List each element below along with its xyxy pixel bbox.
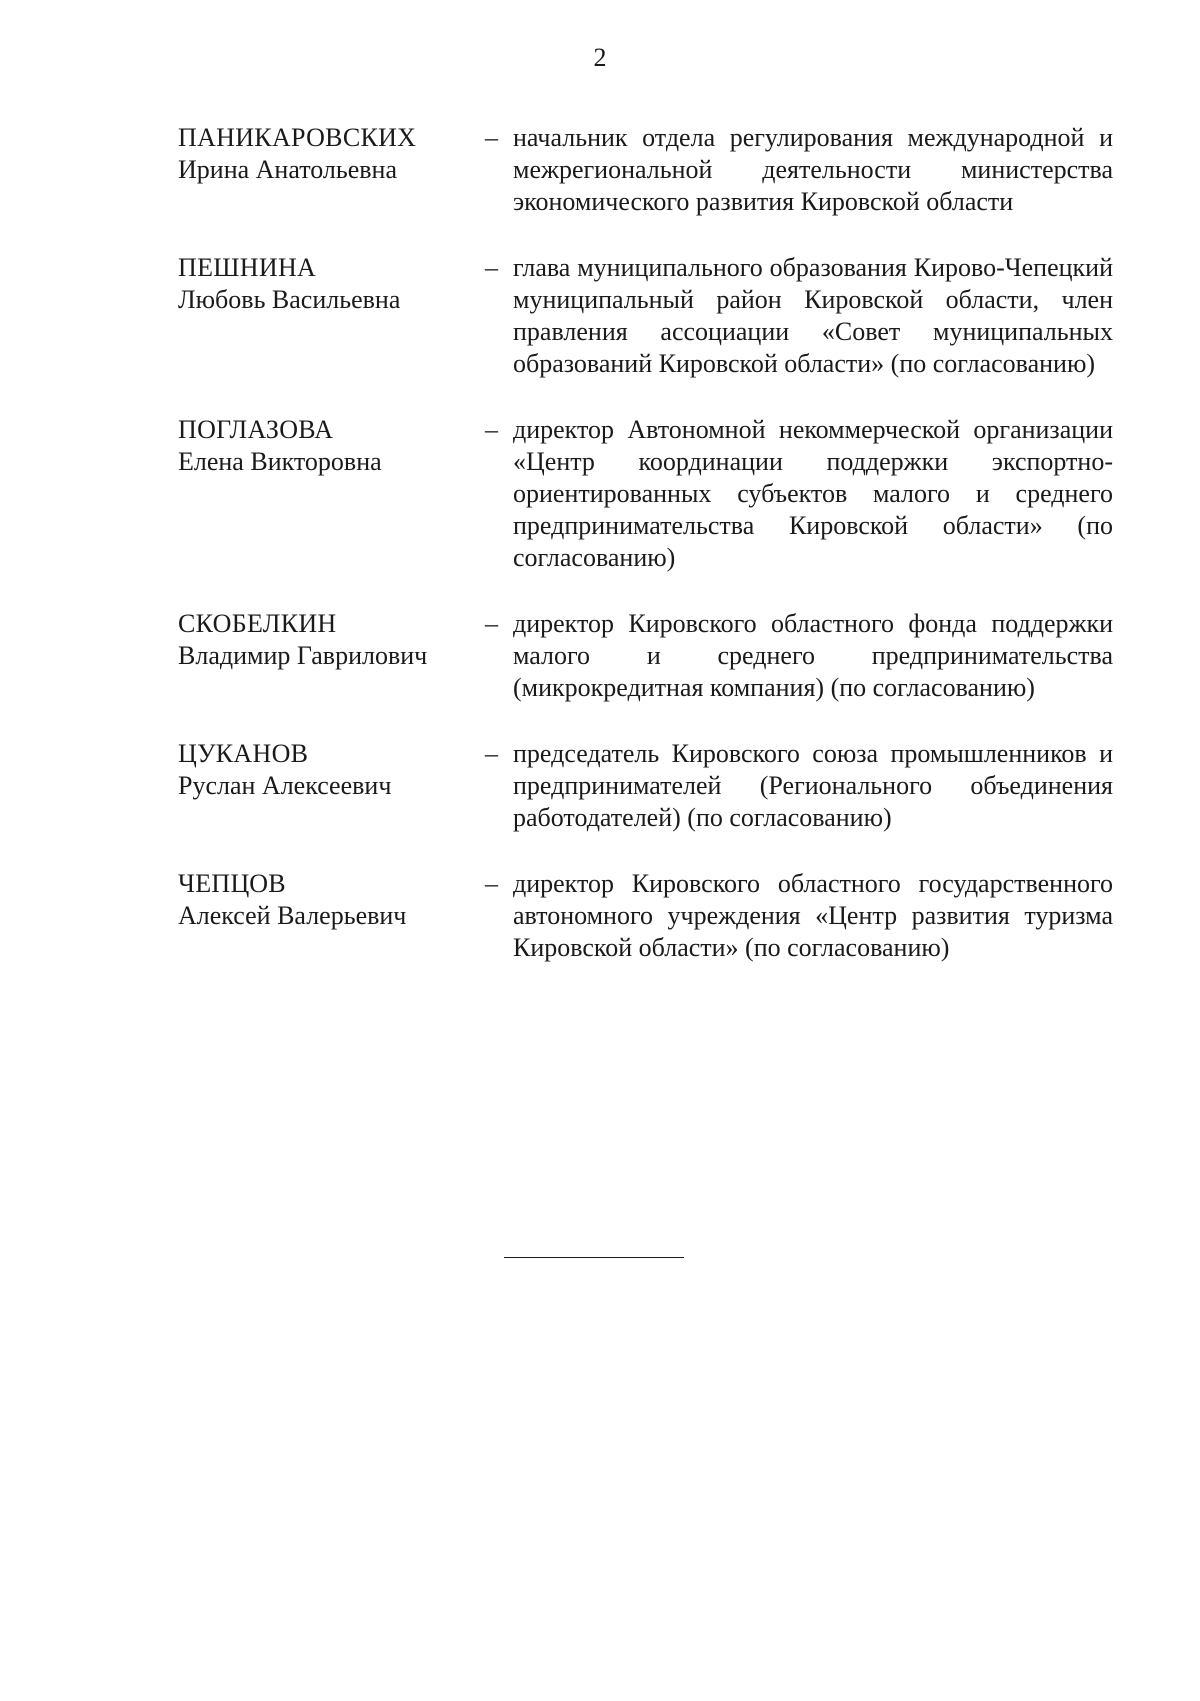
member-given-names: Алексей Валерьевич (178, 901, 407, 930)
member-position: глава муниципального образования Кирово-Чепецкий муниципальный район Кировской области, член правления ассоциации «Совет муниципальных образований Кировской области» (по согласованию) (513, 253, 1113, 378)
member-name (178, 252, 485, 316)
member-entry (178, 414, 1122, 574)
member-position: начальник отдела регулирования международной и межрегиональной деятельности министерства экономического развития Кировской области (513, 123, 1113, 216)
dash-separator: – (485, 609, 498, 638)
member-position: директор Кировского областного фонда поддержки малого и среднего предпринимательства (микрокредитная компания) (по согласованию) (513, 609, 1113, 702)
member-entry (178, 868, 1122, 964)
member-entry (178, 252, 1122, 380)
member-position: председатель Кировского союза промышленников и предпринимателей (Регионального объединения работодателей) (по согласованию) (513, 739, 1113, 832)
member-given-names: Елена Викторовна (178, 447, 382, 476)
member-given-names: Владимир Гаврилович (178, 641, 428, 670)
member-surname: ПОГЛАЗОВА (178, 415, 334, 444)
page-number: 2 (593, 43, 607, 72)
dash-separator: – (485, 739, 498, 768)
dash-separator: – (485, 869, 498, 898)
dash-separator: – (485, 253, 498, 282)
member-name (178, 738, 485, 802)
member-given-names: Любовь Васильевна (178, 285, 401, 314)
member-surname: ПАНИКАРОВСКИХ (178, 123, 417, 152)
member-given-names: Руслан Алексеевич (178, 771, 392, 800)
member-position: директор Кировского областного государственного автономного учреждения «Центр развития туризма Кировской области» (по согласованию) (513, 869, 1113, 962)
closing-rule (504, 1257, 684, 1258)
member-name (178, 122, 485, 186)
member-surname: СКОБЕЛКИН (178, 609, 337, 638)
member-entry (178, 608, 1122, 704)
member-name (178, 868, 485, 932)
member-surname: ЦУКАНОВ (178, 739, 309, 768)
dash-separator: – (485, 415, 498, 444)
member-name (178, 608, 485, 672)
member-name (178, 414, 485, 478)
member-list (178, 122, 1122, 998)
member-position: директор Автономной некоммерческой организации «Центр координации поддержки экспортно-ориентированных субъектов малого и среднего предпринимательства Кировской области» (по согласованию) (513, 415, 1113, 572)
dash-separator: – (485, 123, 498, 152)
member-surname: ПЕШНИНА (178, 253, 317, 282)
member-given-names: Ирина Анатольевна (178, 155, 397, 184)
member-surname: ЧЕПЦОВ (178, 869, 286, 898)
member-entry (178, 738, 1122, 834)
member-entry (178, 122, 1122, 218)
